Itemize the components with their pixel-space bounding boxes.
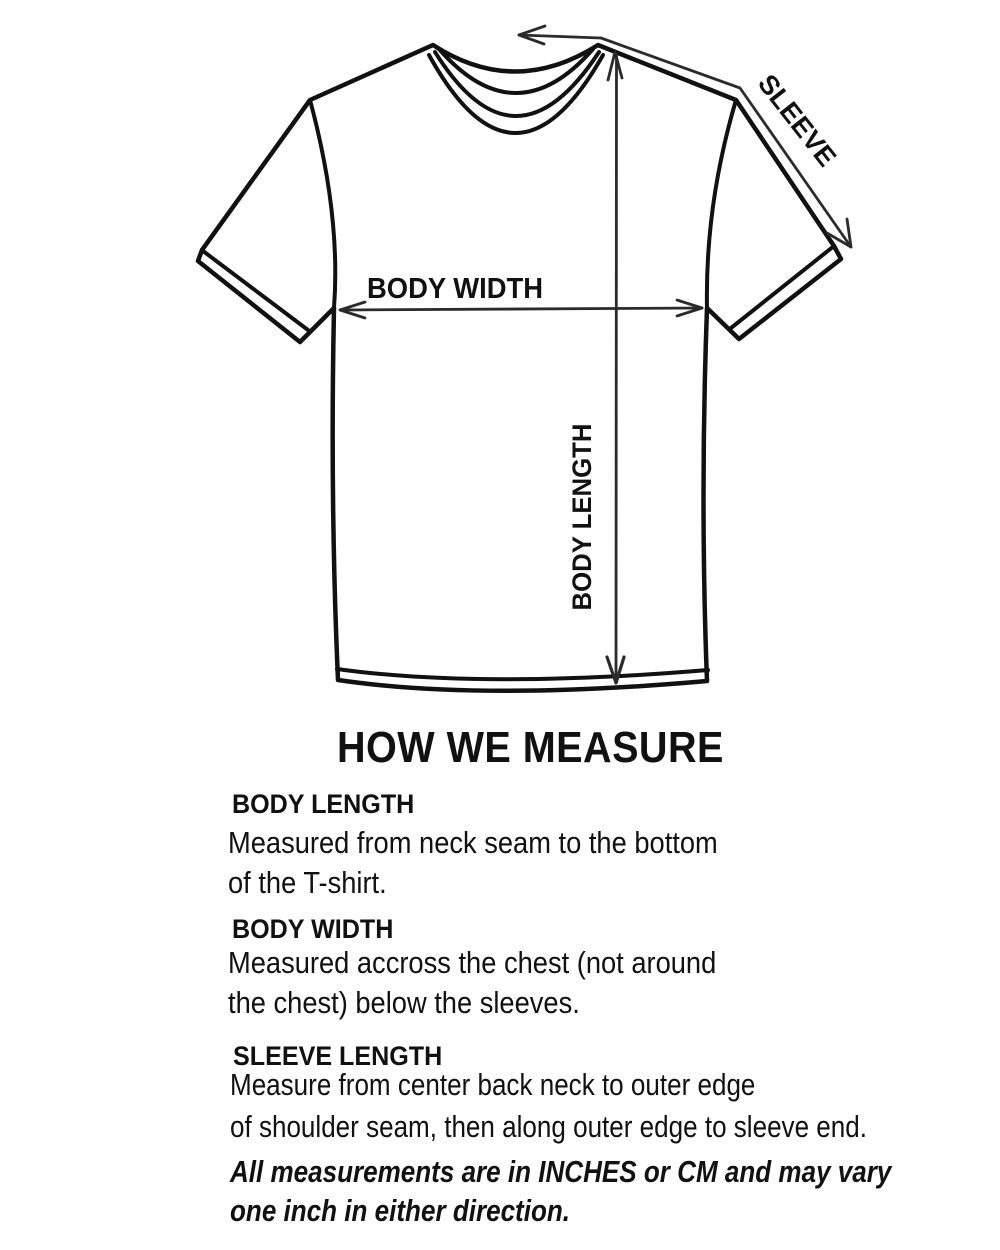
right-cuff-seam (731, 246, 834, 328)
section-title-body-width: BODY WIDTH (232, 914, 394, 944)
text-line: of shoulder seam, then along outer edge to sleeve end. (230, 1109, 867, 1144)
section-text-body-width (228, 943, 716, 1023)
sleeve-label: SLEEVE (752, 68, 842, 172)
arrowhead-up (608, 52, 622, 80)
body-width-measure-line (340, 308, 702, 310)
left-armhole-seam (310, 100, 335, 308)
sleeve-measure-line (519, 35, 601, 38)
right-armhole-seam (707, 100, 736, 308)
section-text-sleeve-length (230, 1064, 867, 1148)
note-line: All measurements are in INCHES or CM and may vary (230, 1154, 892, 1189)
text-line: Measured from neck seam to the bottom (228, 825, 718, 860)
body-length-measure-line (616, 54, 617, 683)
section-title-body-length: BODY LENGTH (232, 789, 415, 819)
tshirt-outline (198, 45, 841, 691)
body-length-label: BODY LENGTH (567, 414, 597, 611)
text-line: of the T-shirt. (228, 865, 387, 900)
hem-seam (337, 669, 708, 679)
measurement-note (230, 1152, 891, 1230)
text-line: Measured accross the chest (not around (228, 945, 717, 980)
section-text-body-length (228, 823, 718, 903)
text-line: the chest) below the sleeves. (228, 985, 580, 1020)
page-title: HOW WE MEASURE (337, 723, 724, 772)
left-cuff-seam (203, 251, 308, 330)
text-line: Measure from center back neck to outer edge (230, 1067, 756, 1102)
note-line: one inch in either direction. (230, 1193, 571, 1228)
body-width-label: BODY WIDTH (367, 273, 543, 305)
section-title-sleeve-length: SLEEVE LENGTH (233, 1041, 443, 1071)
